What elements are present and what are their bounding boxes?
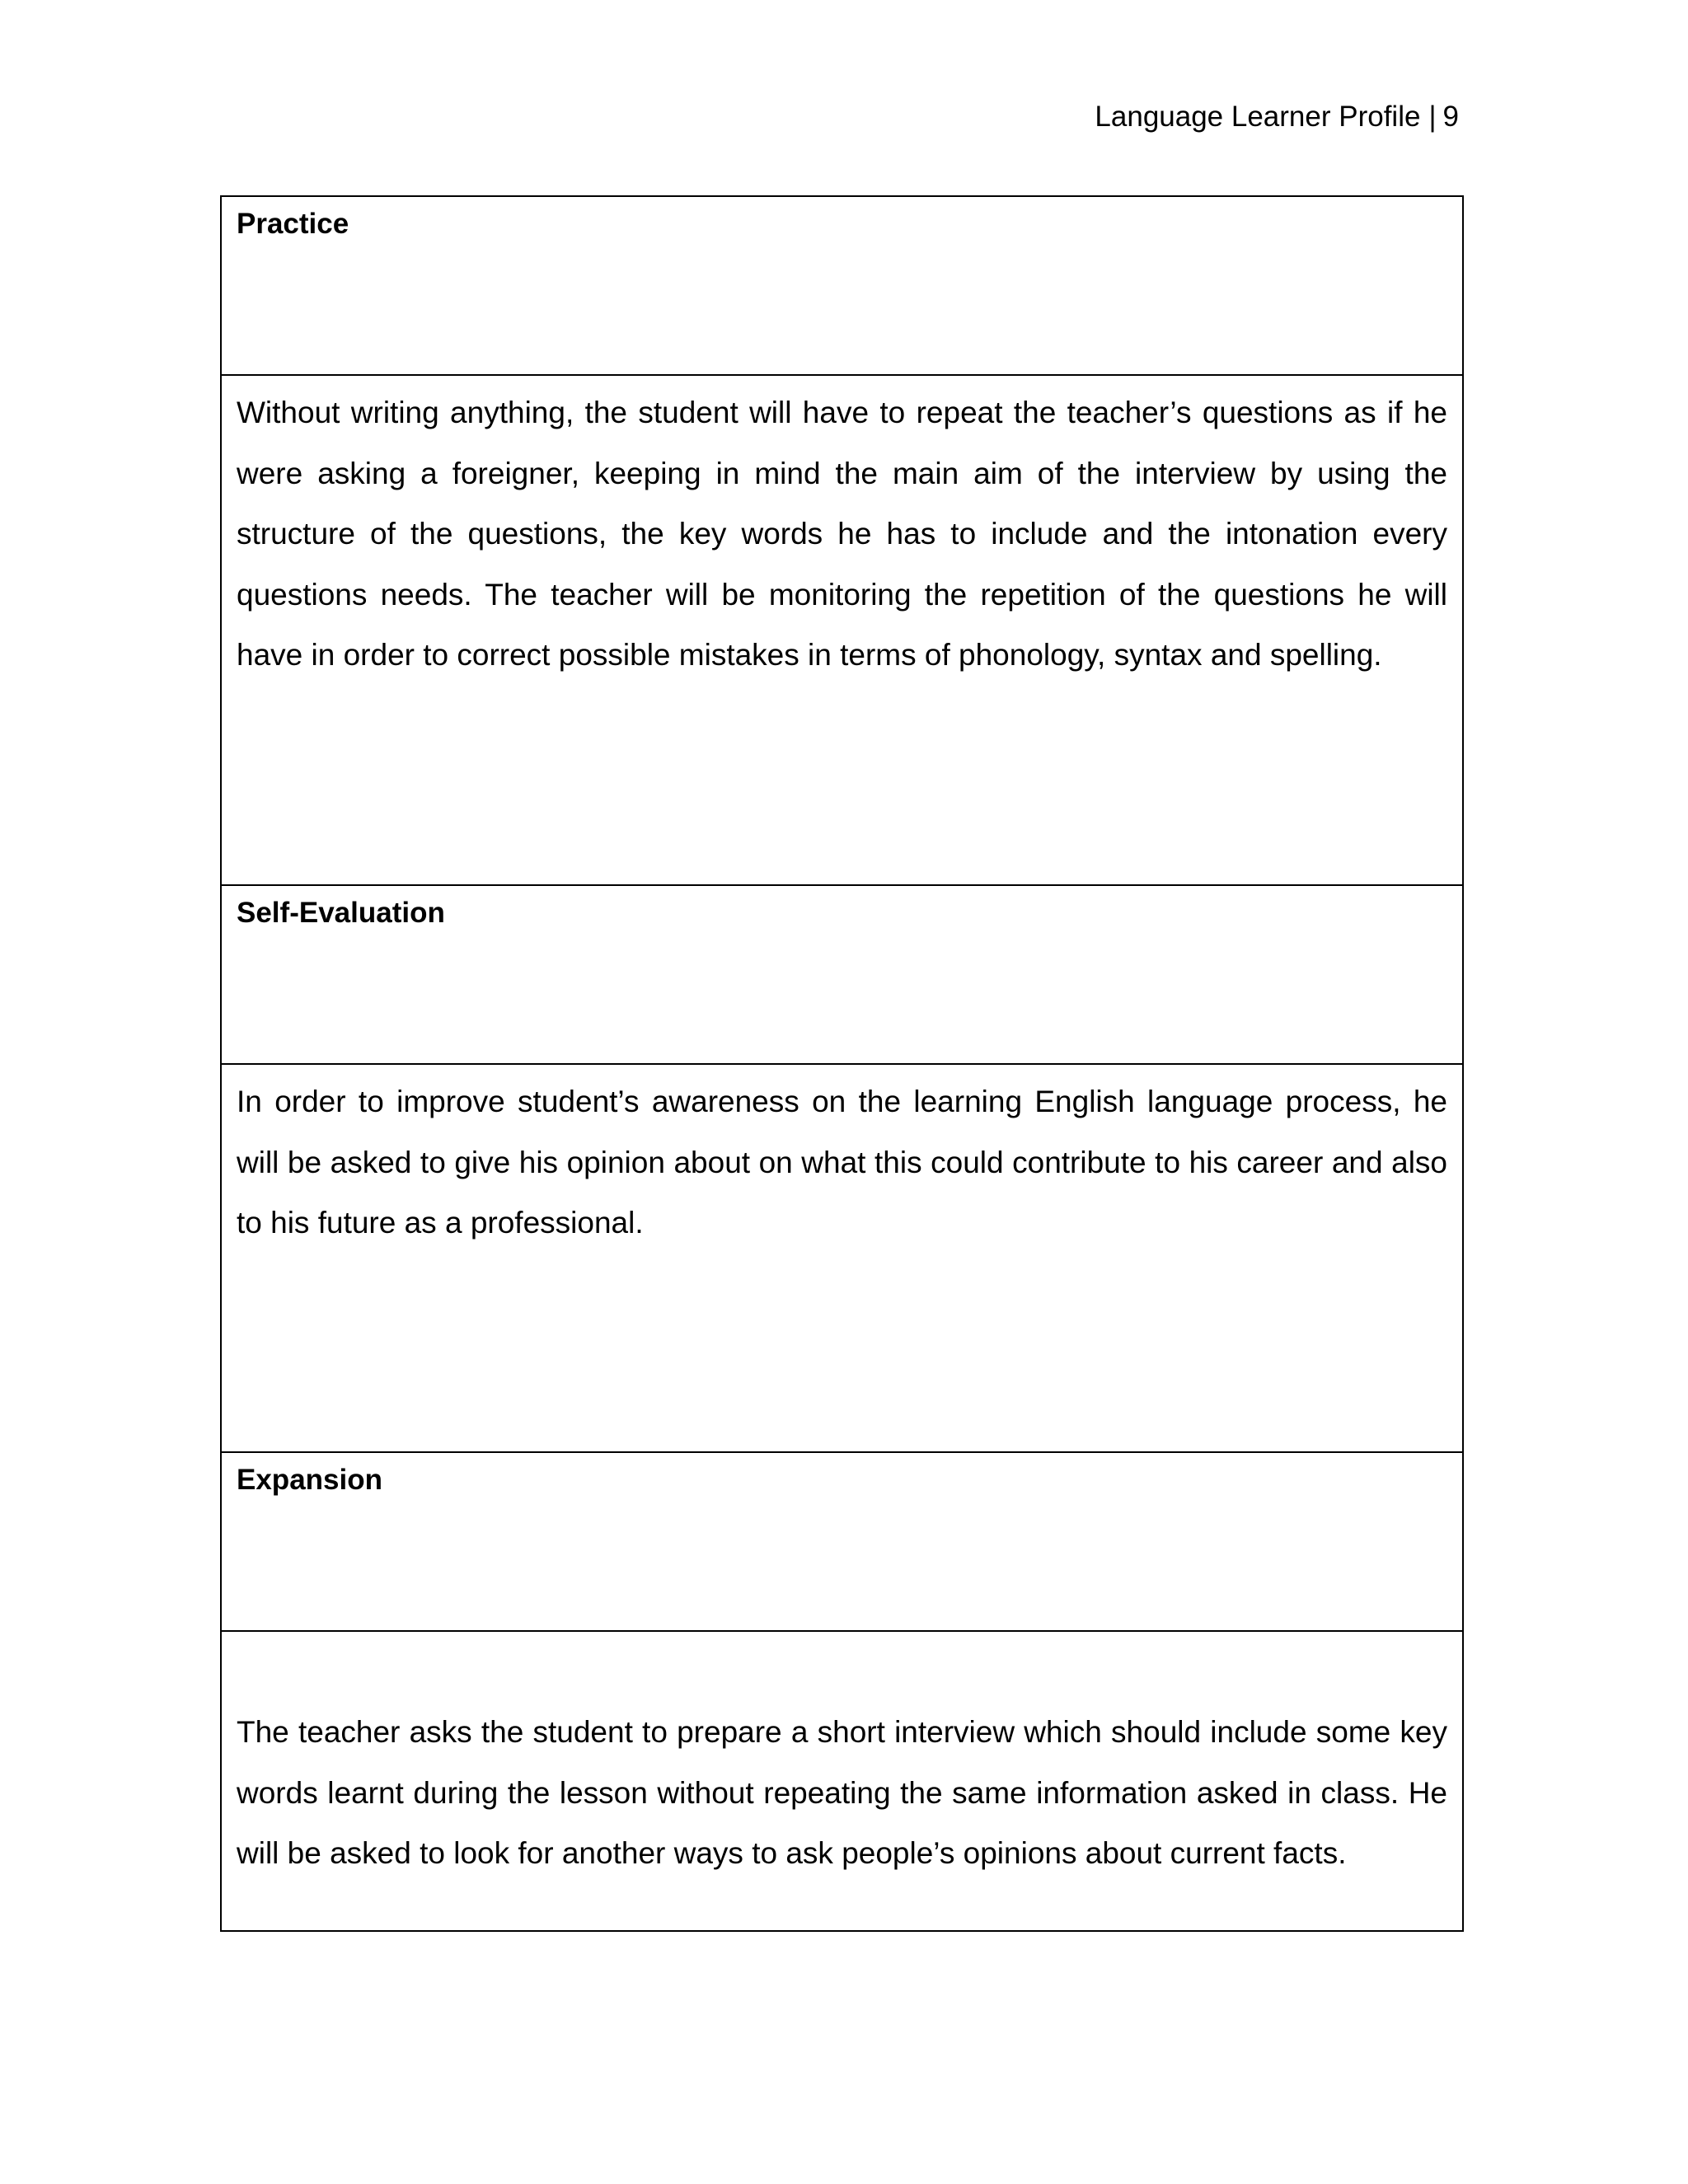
expansion-heading: Expansion (237, 1464, 382, 1496)
expansion-content-cell (221, 1631, 1463, 1931)
table-row (221, 1064, 1463, 1452)
practice-content-cell (221, 375, 1463, 885)
expansion-heading-cell (221, 1452, 1463, 1631)
header-separator: | (1428, 101, 1437, 133)
page-number: 9 (1442, 101, 1459, 133)
table-row (221, 885, 1463, 1064)
expansion-text: The teacher asks the student to prepare a short interview which should include some key words learnt during the lesson without repeating the same information asked in class. He will be asked to look for another ways to ask people’s opinions about current facts. (237, 1715, 1447, 1870)
self-evaluation-heading-cell (221, 885, 1463, 1064)
lesson-plan-table (220, 195, 1464, 1932)
practice-heading-cell (221, 196, 1463, 375)
table-row (221, 375, 1463, 885)
table-row (221, 1452, 1463, 1631)
page-header (1095, 97, 1459, 137)
practice-heading: Practice (237, 208, 349, 240)
table-row (221, 1631, 1463, 1931)
self-evaluation-heading: Self-Evaluation (237, 897, 445, 929)
practice-text: Without writing anything, the student will have to repeat the teacher’s questions as if he were asking a foreigner, keeping in mind the main aim of the interview by using the structure of the questions, the key words he has to include and the intonation every questions needs. The teacher will be monitoring the repetition of the questions he will have in order to correct possible mistakes in terms of phonology, syntax and spelling. (237, 396, 1447, 672)
self-evaluation-text: In order to improve student’s awareness on the learning English language process, he will be asked to give his opinion about on what this could contribute to his career and also to his future as a professional. (237, 1085, 1447, 1240)
self-evaluation-content-cell (221, 1064, 1463, 1452)
document-title: Language Learner Profile (1095, 101, 1421, 133)
table-row (221, 196, 1463, 375)
